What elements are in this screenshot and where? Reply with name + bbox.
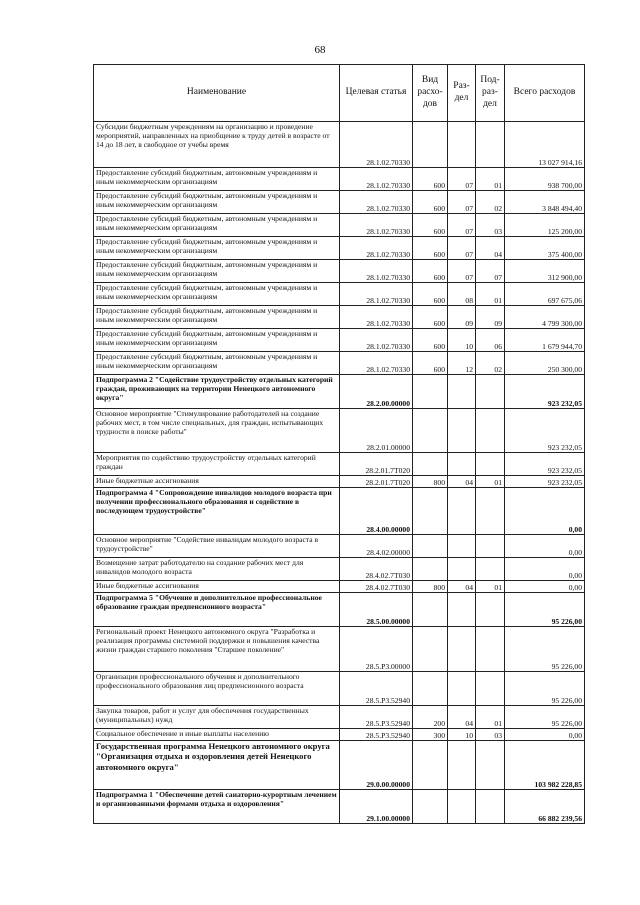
row-name: Иные бюджетные ассигнования — [94, 581, 340, 593]
row-subsection — [476, 453, 505, 476]
row-name: Предоставление субсидий бюджетным, автономным учреждениям и иным некоммерческим организациям — [94, 306, 340, 329]
row-name: Предоставление субсидий бюджетным, автономным учреждениям и иным некоммерческим организациям — [94, 260, 340, 283]
row-subsection — [476, 535, 505, 558]
row-target-code: 28.5.P3.52940 — [340, 729, 413, 741]
row-expense-kind: 600 — [413, 283, 448, 306]
row-name: Основное мероприятие "Стимулирование работодателей на создание рабочих мест, в том числе специальных, для граждан, испытывающих трудности в поиске работы" — [94, 409, 340, 453]
row-total: 125 200,00 — [505, 214, 585, 237]
row-section: 07 — [448, 191, 476, 214]
row-name: Подпрограмма 1 "Обеспечение детей санаторно-курортным лечением и организованными формами отдыха и оздоровления" — [94, 790, 340, 824]
table-row — [94, 453, 585, 476]
row-expense-kind: 600 — [413, 260, 448, 283]
row-target-code: 28.1.02.70330 — [340, 191, 413, 214]
row-total: 3 848 494,40 — [505, 191, 585, 214]
row-target-code: 28.2.01.7Т020 — [340, 453, 413, 476]
row-expense-kind — [413, 453, 448, 476]
row-name: Основное мероприятие "Содействие инвалидам молодого возраста в трудоустройстве" — [94, 535, 340, 558]
row-section — [448, 790, 476, 824]
table-row — [94, 790, 585, 824]
row-name: Подпрограмма 5 "Обучение и дополнительное профессиональное образование граждан предпенсионного возраста" — [94, 593, 340, 627]
row-expense-kind: 600 — [413, 329, 448, 352]
table-row — [94, 375, 585, 409]
row-total: 312 900,00 — [505, 260, 585, 283]
row-total: 4 799 300,00 — [505, 306, 585, 329]
table-row — [94, 168, 585, 191]
row-subsection — [476, 122, 505, 168]
row-subsection: 02 — [476, 191, 505, 214]
row-expense-kind — [413, 375, 448, 409]
table-row — [94, 283, 585, 306]
row-target-code: 28.2.01.00000 — [340, 409, 413, 453]
table-header-row — [94, 65, 585, 122]
row-total: 95 226,00 — [505, 593, 585, 627]
row-name: Подпрограмма 2 "Содействие трудоустройству отдельных категорий граждан, проживающих на территории Ненецкого автономного округа" — [94, 375, 340, 409]
table-row — [94, 627, 585, 672]
row-section — [448, 535, 476, 558]
row-section: 07 — [448, 214, 476, 237]
row-target-code: 28.2.01.7Т020 — [340, 476, 413, 488]
row-total: 13 027 914,16 — [505, 122, 585, 168]
table-row — [94, 488, 585, 535]
row-section — [448, 122, 476, 168]
row-subsection — [476, 741, 505, 790]
row-expense-kind: 300 — [413, 729, 448, 741]
row-total: 0,00 — [505, 535, 585, 558]
table-row — [94, 593, 585, 627]
table-row — [94, 122, 585, 168]
row-subsection — [476, 790, 505, 824]
row-expense-kind — [413, 535, 448, 558]
row-expense-kind — [413, 627, 448, 672]
row-section: 07 — [448, 168, 476, 191]
row-expense-kind — [413, 488, 448, 535]
page-number: 68 — [314, 44, 326, 56]
row-section: 12 — [448, 352, 476, 375]
row-expense-kind — [413, 593, 448, 627]
row-name: Подпрограмма 4 "Сопровождение инвалидов молодого возраста при получении профессионального образования и содействие в последующем трудоустройстве" — [94, 488, 340, 535]
row-name: Региональный проект Ненецкого автономного округа "Разработка и реализация программы системной поддержки и повышения качества жизни граждан старшего поколения "Старшее поколение" — [94, 627, 340, 672]
row-name: Предоставление субсидий бюджетным, автономным учреждениям и иным некоммерческим организациям — [94, 352, 340, 375]
row-subsection: 01 — [476, 283, 505, 306]
row-expense-kind: 600 — [413, 352, 448, 375]
row-target-code: 28.4.02.7Т030 — [340, 581, 413, 593]
row-target-code: 28.4.02.00000 — [340, 535, 413, 558]
row-name: Закупка товаров, работ и услуг для обеспечения государственных (муниципальных) нужд — [94, 706, 340, 729]
row-target-code: 29.0.00.00000 — [340, 741, 413, 790]
table-row — [94, 191, 585, 214]
table-row — [94, 260, 585, 283]
row-total: 95 226,00 — [505, 706, 585, 729]
row-section: 07 — [448, 260, 476, 283]
table-row — [94, 352, 585, 375]
table-row — [94, 535, 585, 558]
table-row — [94, 306, 585, 329]
row-total: 1 679 944,70 — [505, 329, 585, 352]
row-section — [448, 409, 476, 453]
table-row — [94, 329, 585, 352]
budget-table — [93, 64, 585, 824]
row-expense-kind: 600 — [413, 191, 448, 214]
row-target-code: 28.4.02.7Т030 — [340, 558, 413, 581]
row-subsection: 03 — [476, 214, 505, 237]
row-section — [448, 453, 476, 476]
row-section: 04 — [448, 476, 476, 488]
row-target-code: 28.5.00.00000 — [340, 593, 413, 627]
row-section — [448, 741, 476, 790]
row-target-code: 28.5.P3.52940 — [340, 672, 413, 706]
table-row — [94, 706, 585, 729]
row-target-code: 28.2.00.00000 — [340, 375, 413, 409]
row-subsection — [476, 593, 505, 627]
table-row — [94, 741, 585, 790]
row-subsection — [476, 558, 505, 581]
row-expense-kind — [413, 122, 448, 168]
row-expense-kind: 600 — [413, 168, 448, 191]
row-subsection — [476, 409, 505, 453]
row-section: 04 — [448, 581, 476, 593]
table-row — [94, 581, 585, 593]
row-expense-kind — [413, 741, 448, 790]
row-section: 08 — [448, 283, 476, 306]
row-total: 0,00 — [505, 581, 585, 593]
row-expense-kind: 600 — [413, 237, 448, 260]
row-expense-kind: 600 — [413, 306, 448, 329]
row-subsection: 01 — [476, 581, 505, 593]
row-name: Иные бюджетные ассигнования — [94, 476, 340, 488]
row-subsection: 07 — [476, 260, 505, 283]
row-target-code: 28.4.00.00000 — [340, 488, 413, 535]
row-target-code: 28.1.02.70330 — [340, 306, 413, 329]
header-total: Всего расходов — [505, 65, 585, 122]
row-name: Предоставление субсидий бюджетным, автономным учреждениям и иным некоммерческим организациям — [94, 191, 340, 214]
row-target-code: 28.1.02.70330 — [340, 352, 413, 375]
header-target: Целевая статья — [340, 65, 413, 122]
row-name: Предоставление субсидий бюджетным, автономным учреждениям и иным некоммерческим организациям — [94, 237, 340, 260]
row-section: 09 — [448, 306, 476, 329]
row-target-code: 28.1.02.70330 — [340, 283, 413, 306]
row-subsection: 06 — [476, 329, 505, 352]
row-target-code: 28.1.02.70330 — [340, 122, 413, 168]
row-target-code: 28.1.02.70330 — [340, 214, 413, 237]
row-total: 95 226,00 — [505, 627, 585, 672]
row-section — [448, 627, 476, 672]
table-row — [94, 237, 585, 260]
row-total: 95 226,00 — [505, 672, 585, 706]
row-name: Субсидии бюджетным учреждениям на организацию и проведение мероприятий, направленных на приобщение к труду детей в возрасте от 14 до 18 лет, в свободное от учебы время — [94, 122, 340, 168]
row-expense-kind — [413, 409, 448, 453]
row-subsection: 09 — [476, 306, 505, 329]
row-target-code: 29.1.00.00000 — [340, 790, 413, 824]
row-name: Предоставление субсидий бюджетным, автономным учреждениям и иным некоммерческим организациям — [94, 329, 340, 352]
row-section — [448, 488, 476, 535]
row-subsection: 04 — [476, 237, 505, 260]
row-section: 07 — [448, 237, 476, 260]
row-total: 0,00 — [505, 558, 585, 581]
row-subsection: 03 — [476, 729, 505, 741]
header-subsection: Под-раз-дел — [476, 65, 505, 122]
row-section — [448, 375, 476, 409]
row-expense-kind — [413, 672, 448, 706]
row-section — [448, 558, 476, 581]
row-section: 04 — [448, 706, 476, 729]
row-total: 250 300,00 — [505, 352, 585, 375]
row-expense-kind: 800 — [413, 581, 448, 593]
row-subsection — [476, 627, 505, 672]
row-name: Мероприятия по содействию трудоустройству отдельных категорий граждан — [94, 453, 340, 476]
header-section: Раз-дел — [448, 65, 476, 122]
row-subsection: 01 — [476, 168, 505, 191]
table-row — [94, 214, 585, 237]
row-expense-kind: 200 — [413, 706, 448, 729]
row-total: 66 882 239,56 — [505, 790, 585, 824]
row-target-code: 28.1.02.70330 — [340, 168, 413, 191]
row-expense-kind: 600 — [413, 214, 448, 237]
table-row — [94, 729, 585, 741]
row-total: 923 232,05 — [505, 375, 585, 409]
row-total: 697 675,06 — [505, 283, 585, 306]
row-total: 103 982 228,85 — [505, 741, 585, 790]
row-name: Предоставление субсидий бюджетным, автономным учреждениям и иным некоммерческим организациям — [94, 283, 340, 306]
row-name: Возмещение затрат работодателю на создание рабочих мест для инвалидов молодого возраста — [94, 558, 340, 581]
header-name: Наименование — [94, 65, 340, 122]
row-section: 10 — [448, 329, 476, 352]
row-total: 923 232,05 — [505, 409, 585, 453]
row-subsection — [476, 488, 505, 535]
row-total: 0,00 — [505, 488, 585, 535]
row-name: Предоставление субсидий бюджетным, автономным учреждениям и иным некоммерческим организациям — [94, 214, 340, 237]
row-total: 923 232,05 — [505, 453, 585, 476]
table-row — [94, 409, 585, 453]
row-target-code: 28.1.02.70330 — [340, 260, 413, 283]
row-total: 938 700,00 — [505, 168, 585, 191]
row-total: 923 232,05 — [505, 476, 585, 488]
row-subsection: 01 — [476, 706, 505, 729]
table-row — [94, 476, 585, 488]
row-subsection — [476, 672, 505, 706]
table-body — [94, 122, 585, 824]
table-row — [94, 558, 585, 581]
row-total: 0,00 — [505, 729, 585, 741]
row-name: Государственная программа Ненецкого автономного округа "Организация отдыха и оздоровления детей Ненецкого автономного округа" — [94, 741, 340, 790]
row-subsection: 02 — [476, 352, 505, 375]
row-expense-kind — [413, 790, 448, 824]
row-target-code: 28.5.P3.00000 — [340, 627, 413, 672]
row-subsection: 01 — [476, 476, 505, 488]
row-target-code: 28.1.02.70330 — [340, 237, 413, 260]
row-subsection — [476, 375, 505, 409]
row-section — [448, 672, 476, 706]
row-expense-kind: 800 — [413, 476, 448, 488]
row-name: Социальное обеспечение и иные выплаты населению — [94, 729, 340, 741]
row-name: Организация профессионального обучения и дополнительного профессионального образования лиц предпенсионного возраста — [94, 672, 340, 706]
header-kind: Вид расхо-дов — [413, 65, 448, 122]
row-section — [448, 593, 476, 627]
row-section: 10 — [448, 729, 476, 741]
row-target-code: 28.5.P3.52940 — [340, 706, 413, 729]
row-target-code: 28.1.02.70330 — [340, 329, 413, 352]
row-name: Предоставление субсидий бюджетным, автономным учреждениям и иным некоммерческим организациям — [94, 168, 340, 191]
row-total: 375 400,00 — [505, 237, 585, 260]
row-expense-kind — [413, 558, 448, 581]
table-row — [94, 672, 585, 706]
